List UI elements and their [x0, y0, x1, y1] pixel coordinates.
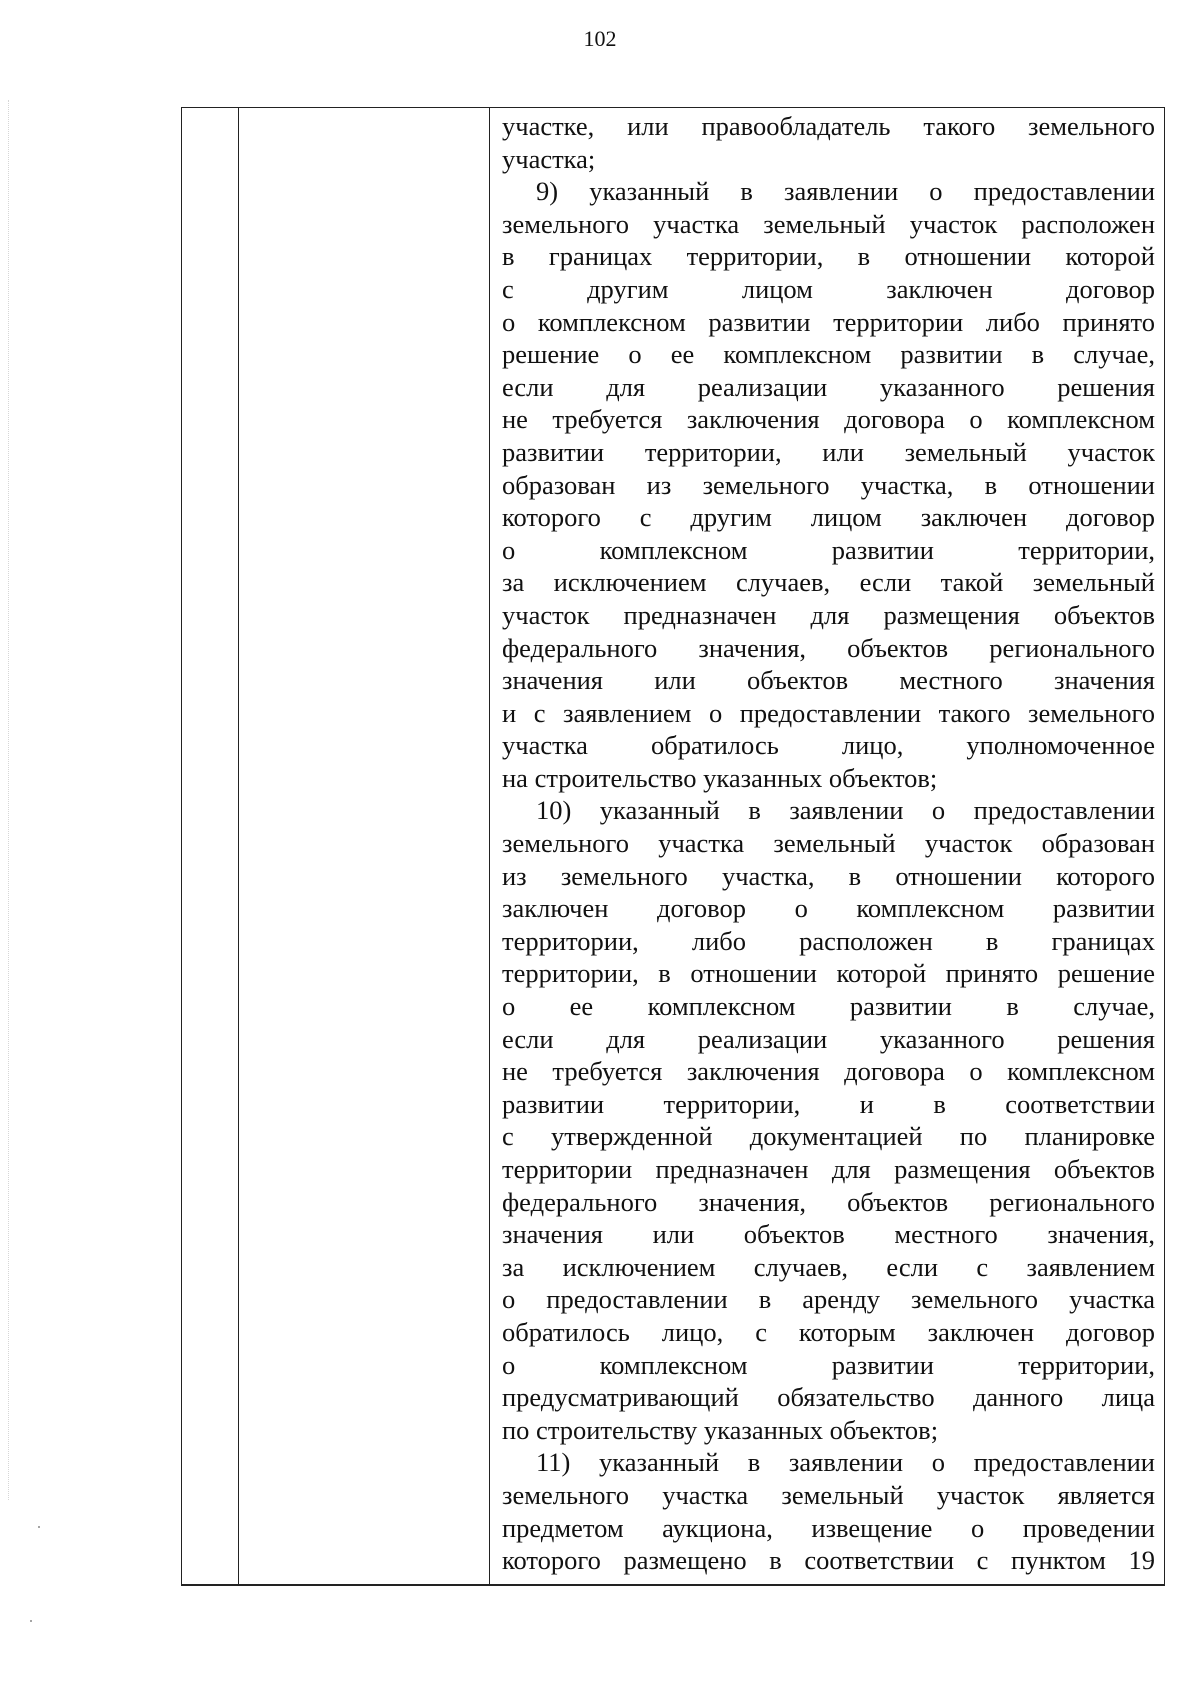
text-line: участок предназначен для размещения объектов [502, 599, 1155, 630]
text-line: если для реализации указанного решения [502, 1023, 1155, 1054]
text-line: и с заявлением о предоставлении такого земельного [502, 697, 1155, 728]
table-cell-text [492, 110, 1161, 1585]
text-line: развитии территории, или земельный участок [502, 436, 1155, 467]
text-line: решение о ее комплексном развитии в случае, [502, 339, 1155, 370]
text-line: о комплексном развитии территории либо принято [502, 306, 1155, 337]
text-line: значения или объектов местного значения, [502, 1219, 1155, 1250]
text-line: территории, либо расположен в границах [502, 925, 1155, 956]
text-line: о комплексном развитии территории, [502, 1349, 1155, 1380]
text-line: о предоставлении в аренду земельного участка [502, 1284, 1155, 1315]
table-column-divider-2 [489, 108, 490, 1584]
table-column-divider-1 [238, 108, 239, 1584]
text-line: федерального значения, объектов регионального [502, 632, 1155, 663]
text-line: с другим лицом заключен договор [502, 273, 1155, 304]
text-line: участка; [502, 143, 596, 174]
text-line: земельного участка земельный участок является [502, 1479, 1155, 1510]
document-table [181, 107, 1165, 1586]
text-line: земельного участка земельный участок образован [502, 828, 1155, 859]
text-line: по строительству указанных объектов; [502, 1414, 939, 1445]
text-line: из земельного участка, в отношении которого [502, 860, 1155, 891]
text-line: которого размещено в соответствии с пунктом 19 [502, 1545, 1155, 1576]
scan-margin-dots [8, 100, 11, 1500]
text-line: 11) указанный в заявлении о предоставлении [536, 1447, 1155, 1478]
text-line: за исключением случаев, если с заявлением [502, 1251, 1155, 1282]
text-line: обратилось лицо, с которым заключен договор [502, 1316, 1155, 1347]
scan-speck [30, 1620, 32, 1622]
text-line: развитии территории, и в соответствии [502, 1088, 1155, 1119]
page-number: 102 [583, 26, 617, 51]
text-line: не требуется заключения договора о комплексном [502, 404, 1155, 435]
text-line: в границах территории, в отношении которой [502, 241, 1155, 272]
text-line: заключен договор о комплексном развитии [502, 893, 1155, 924]
text-line: территории, в отношении которой принято решение [502, 958, 1155, 989]
text-line: 9) указанный в заявлении о предоставлении [536, 176, 1155, 207]
text-line: федерального значения, объектов регионального [502, 1186, 1155, 1217]
text-line: образован из земельного участка, в отношении [502, 469, 1155, 500]
text-line: о комплексном развитии территории, [502, 534, 1155, 565]
text-line: которого с другим лицом заключен договор [502, 502, 1155, 533]
text-line: участка обратилось лицо, уполномоченное [502, 730, 1155, 761]
text-line: предусматривающий обязательство данного лица [502, 1382, 1155, 1413]
text-line: не требуется заключения договора о комплексном [502, 1056, 1155, 1087]
text-line: 10) указанный в заявлении о предоставлении [536, 795, 1155, 826]
text-line: о ее комплексном развитии в случае, [502, 991, 1155, 1022]
scan-speck [38, 1526, 40, 1528]
text-line: за исключением случаев, если такой земельный [502, 567, 1155, 598]
text-line: предметом аукциона, извещение о проведении [502, 1512, 1155, 1543]
text-line: если для реализации указанного решения [502, 371, 1155, 402]
text-line: значения или объектов местного значения [502, 665, 1155, 696]
text-line: земельного участка земельный участок расположен [502, 208, 1155, 239]
text-line: участке, или правообладатель такого земельного [502, 111, 1155, 141]
text-line: на строительство указанных объектов; [502, 762, 938, 793]
text-line: территории предназначен для размещения объектов [502, 1154, 1155, 1184]
text-line: с утвержденной документацией по планировке [502, 1121, 1155, 1152]
